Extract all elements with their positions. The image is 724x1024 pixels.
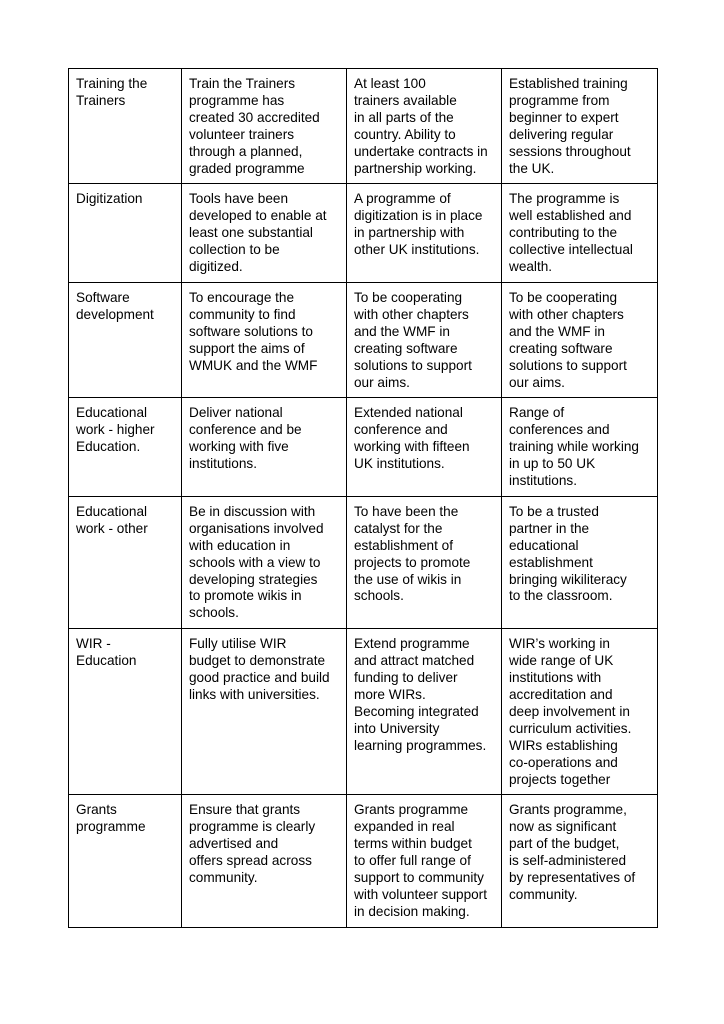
- table-row: [69, 184, 658, 283]
- year5-cell: Range of conferences and training while working in up to 50 UK institutions.: [502, 398, 658, 497]
- table-row: [69, 398, 658, 497]
- area-cell: Digitization: [69, 184, 182, 283]
- year1-cell: Tools have been developed to enable at least one substantial collection to be digitized.: [182, 184, 347, 283]
- year3-cell: A programme of digitization is in place in partnership with other UK institutions.: [347, 184, 502, 283]
- year3-cell: Extend programme and attract matched funding to deliver more WIRs. Becoming integrated into University learning programmes.: [347, 629, 502, 795]
- area-cell: Educational work - higher Education.: [69, 398, 182, 497]
- year1-cell: Fully utilise WIR budget to demonstrate good practice and build links with universities.: [182, 629, 347, 795]
- table-row: [69, 496, 658, 628]
- year5-cell: Grants programme, now as significant part of the budget, is self-administered by representatives of community.: [502, 795, 658, 927]
- year5-cell: WIR’s working in wide range of UK institutions with accreditation and deep involvement in curriculum activities. WIRs establishing co-operations and projects together: [502, 629, 658, 795]
- area-cell: Software development: [69, 282, 182, 397]
- year3-cell: Extended national conference and working with fifteen UK institutions.: [347, 398, 502, 497]
- objectives-table: [68, 68, 658, 928]
- year3-cell: To have been the catalyst for the establishment of projects to promote the use of wikis in schools.: [347, 496, 502, 628]
- area-cell: Training the Trainers: [69, 69, 182, 184]
- area-cell: WIR - Education: [69, 629, 182, 795]
- table-row: [69, 69, 658, 184]
- year5-cell: To be a trusted partner in the educational establishment bringing wikiliteracy to the classroom.: [502, 496, 658, 628]
- table-row: [69, 795, 658, 927]
- year1-cell: Train the Trainers programme has created 30 accredited volunteer trainers through a planned, graded programme: [182, 69, 347, 184]
- year1-cell: Be in discussion with organisations involved with education in schools with a view to developing strategies to promote wikis in schools.: [182, 496, 347, 628]
- table-row: [69, 282, 658, 397]
- year3-cell: Grants programme expanded in real terms within budget to offer full range of support to community with volunteer support in decision making.: [347, 795, 502, 927]
- year3-cell: At least 100 trainers available in all parts of the country. Ability to undertake contracts in partnership working.: [347, 69, 502, 184]
- area-cell: Grants programme: [69, 795, 182, 927]
- year5-cell: Established training programme from beginner to expert delivering regular sessions throughout the UK.: [502, 69, 658, 184]
- table-row: [69, 629, 658, 795]
- year1-cell: To encourage the community to find software solutions to support the aims of WMUK and the WMF: [182, 282, 347, 397]
- area-cell: Educational work - other: [69, 496, 182, 628]
- year1-cell: Deliver national conference and be working with five institutions.: [182, 398, 347, 497]
- year5-cell: The programme is well established and contributing to the collective intellectual wealth.: [502, 184, 658, 283]
- year1-cell: Ensure that grants programme is clearly advertised and offers spread across community.: [182, 795, 347, 927]
- year5-cell: To be cooperating with other chapters and the WMF in creating software solutions to support our aims.: [502, 282, 658, 397]
- year3-cell: To be cooperating with other chapters and the WMF in creating software solutions to support our aims.: [347, 282, 502, 397]
